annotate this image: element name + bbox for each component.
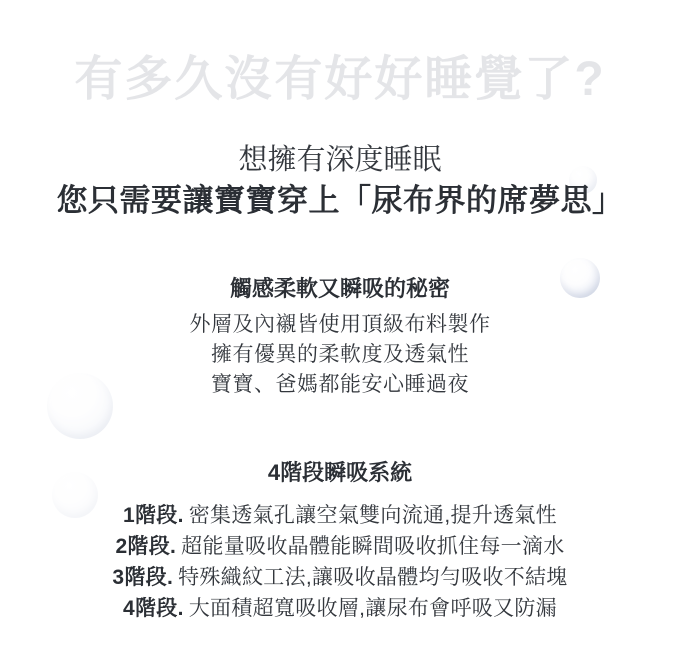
hero-subtitle: 想擁有深度睡眠 <box>238 144 442 176</box>
stage-item <box>0 500 680 531</box>
stage-text: 大面積超寬吸收層,讓尿布會呼吸又防漏 <box>188 597 557 620</box>
softness-line: 寶寶、爸媽都能安心睡過夜 <box>211 373 469 396</box>
stage-item <box>0 593 680 624</box>
softness-line: 擁有優異的柔軟度及透氣性 <box>211 343 469 366</box>
stage-text: 密集透氣孔讓空氣雙向流通,提升透氣性 <box>188 504 557 527</box>
stage-item <box>0 562 680 593</box>
stage-text: 特殊織紋工法,讓吸收晶體均勻吸收不結塊 <box>178 566 568 589</box>
hero-title: 您只需要讓寶寶穿上「尿布界的席夢思」 <box>56 183 624 218</box>
stage-text: 超能量吸收晶體能瞬間吸收抓住每一滴水 <box>181 535 565 558</box>
watermark-title: 有多久沒有好好睡覺了? <box>74 53 606 106</box>
stage-item <box>0 531 680 562</box>
softness-section-title: 觸感柔軟又瞬吸的秘密 <box>229 276 450 301</box>
softness-section-body <box>0 310 680 400</box>
stages-section-title: 4階段瞬吸系統 <box>267 460 413 485</box>
softness-line: 外層及內襯皆使用頂級布料製作 <box>189 313 491 336</box>
stage-label: 2階段. <box>115 535 177 558</box>
stage-label: 1階段. <box>123 504 184 527</box>
stages-list <box>0 500 680 624</box>
stage-label: 4階段. <box>123 597 184 620</box>
stage-label: 3階段. <box>112 566 174 589</box>
